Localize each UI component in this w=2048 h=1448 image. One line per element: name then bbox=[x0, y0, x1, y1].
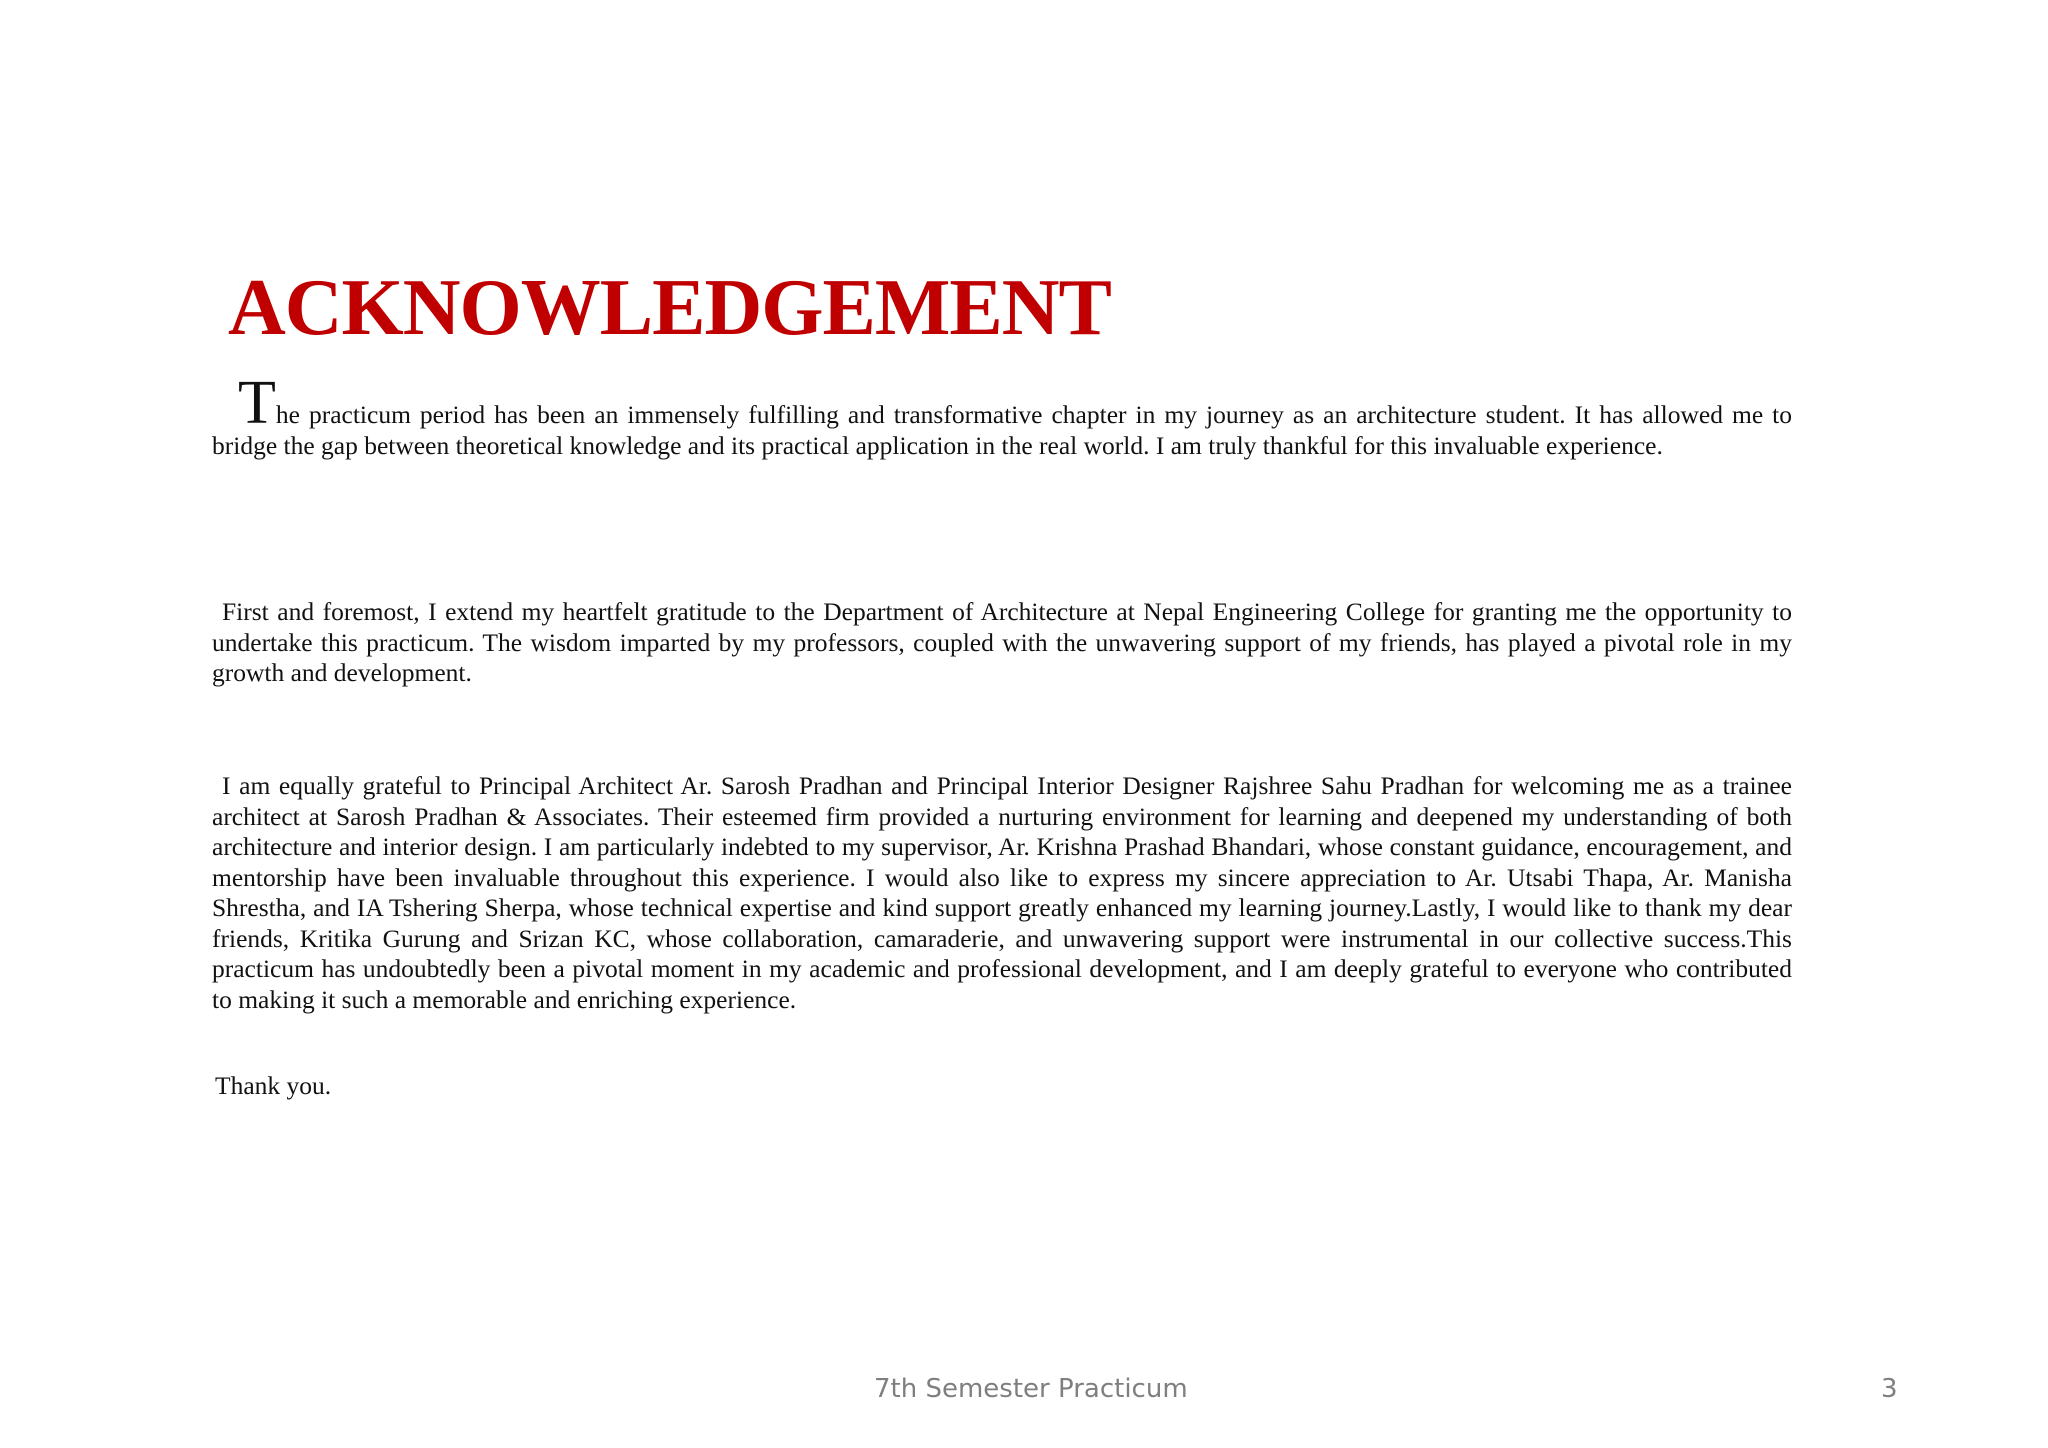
intro-paragraph-text: he practicum period has been an immensely fulfilling and transformative chapter in my journey as an architecture student. It has allowed me to bridge the gap between theoretical knowledge and its practical application in the real world. I am truly thankful for this invaluable experience. bbox=[212, 400, 1792, 460]
intro-paragraph bbox=[212, 369, 1792, 461]
footer-label: 7th Semester Practicum bbox=[874, 1374, 1188, 1404]
page-number: 3 bbox=[1881, 1374, 1898, 1404]
page-title: ACKNOWLEDGEMENT bbox=[228, 264, 1111, 352]
gratitude-firm-paragraph: I am equally grateful to Principal Architect Ar. Sarosh Pradhan and Principal Interior Designer Rajshree Sahu Pradhan for welcoming me as a trainee architect at Sarosh Pradhan & Associates. Their esteemed firm provided a nurturing environment for learning and deepened my understanding of both architecture and interior design. I am particularly indebted to my supervisor, Ar. Krishna Prashad Bhandari, whose constant guidance, encouragement, and mentorship have been invaluable throughout this experience. I would also like to express my sincere appreciation to Ar. Utsabi Thapa, Ar. Manisha Shrestha, and IA Tshering Sherpa, whose technical expertise and kind support greatly enhanced my learning journey.Lastly, I would like to thank my dear friends, Kritika Gurung and Srizan KC, whose collaboration, camaraderie, and unwavering support were instrumental in our collective success.This practicum has undoubtedly been a pivotal moment in my academic and professional development, and I am deeply grateful to everyone who contributed to making it such a memorable and enriching experience. bbox=[212, 771, 1792, 1014]
gratitude-department-paragraph: First and foremost, I extend my heartfelt gratitude to the Department of Architecture at Nepal Engineering College for granting me the opportunity to undertake this practicum. The wisdom imparted by my professors, coupled with the unwavering support of my friends, has played a pivotal role in my growth and development. bbox=[212, 597, 1792, 687]
closing-line: Thank you. bbox=[215, 1071, 332, 1100]
drop-cap-letter: T bbox=[238, 369, 276, 437]
